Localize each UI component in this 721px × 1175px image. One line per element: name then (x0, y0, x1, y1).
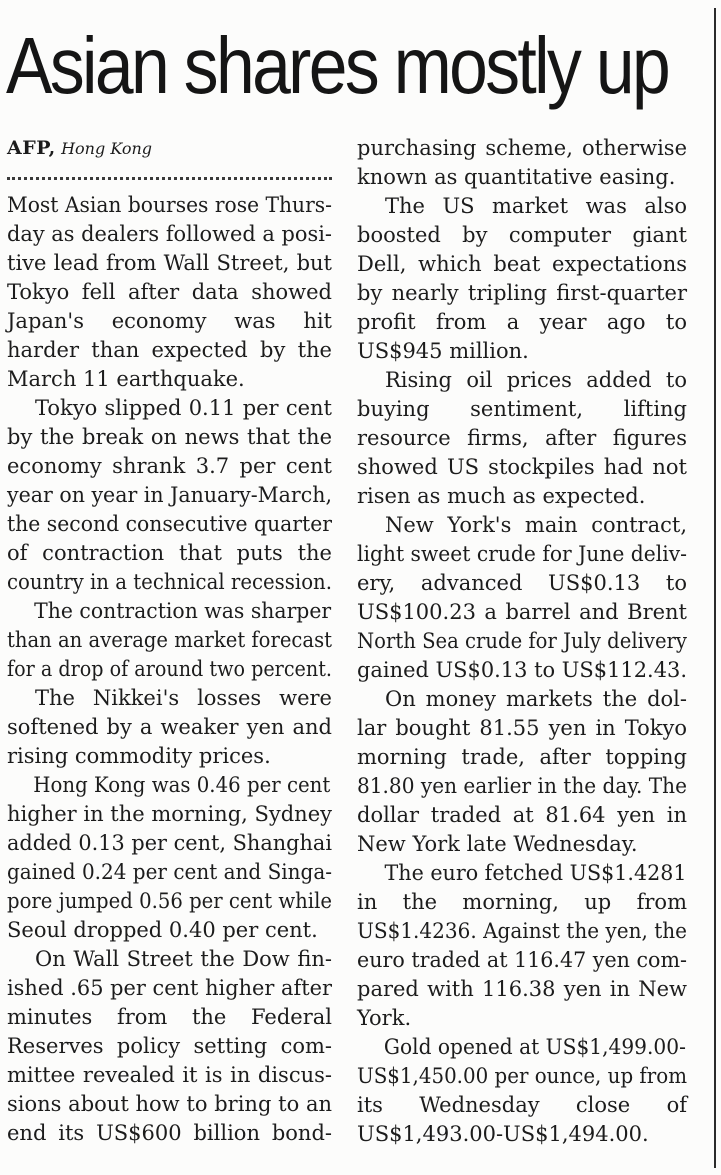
text-line: euro traded at 116.47 yen com- (357, 948, 687, 972)
text-line: added 0.13 per cent, Shanghai (7, 831, 332, 855)
right-column-text (357, 134, 687, 1149)
text-line: softened by a weaker yen and (7, 715, 332, 739)
text-line: risen as much as expected. (357, 484, 646, 508)
text-line: ished .65 per cent higher after (7, 976, 333, 1000)
text-line: of contraction that puts the (7, 541, 332, 565)
text-line: Dell, which beat expectations (357, 252, 687, 276)
text-line: lar bought 81.55 yen in Tokyo (357, 716, 687, 740)
text-line: in the morning, up from (357, 890, 687, 914)
text-line: purchasing scheme, otherwise (357, 136, 687, 160)
headline: Asian shares mostly up (6, 21, 669, 110)
byline (7, 134, 332, 163)
text-line: dollar traded at 81.64 yen in (357, 803, 687, 827)
article-column-left (7, 134, 332, 1148)
text-line: Rising oil prices added to (385, 368, 687, 392)
text-line: higher in the morning, Sydney (7, 802, 332, 826)
text-line: end its US$600 billion bond- (7, 1121, 332, 1145)
left-column-text (7, 191, 332, 1148)
text-line: On money markets the dol- (385, 687, 687, 711)
text-line: US$945 million. (357, 339, 529, 363)
text-line: On Wall Street the Dow fin- (35, 947, 332, 971)
text-line: rising commodity prices. (7, 744, 271, 768)
text-line: known as quantitative easing. (357, 165, 676, 189)
text-line: The US market was also (385, 194, 687, 218)
text-line: US$100.23 a barrel and Brent (357, 600, 687, 624)
text-line: gained US$0.13 to US$112.43. (357, 658, 688, 682)
text-line: profit from a year ago to (357, 310, 687, 334)
text-line: Tokyo slipped 0.11 per cent (35, 396, 332, 420)
text-line: US$1.4236. Against the yen, the (357, 919, 688, 943)
text-line: 81.80 yen earlier in the day. The (357, 774, 687, 798)
text-line: mittee revealed it is in discus- (7, 1063, 332, 1087)
text-line: March 11 earthquake. (7, 367, 245, 391)
text-line: economy shrank 3.7 per cent (7, 454, 332, 478)
text-line: tive lead from Wall Street, but (7, 251, 332, 275)
text-line: The contraction was sharper (34, 599, 332, 623)
text-line: pore jumped 0.56 per cent while (7, 889, 333, 913)
text-line: showed US stockpiles had not (357, 455, 687, 479)
text-line: The euro fetched US$1.4281 (384, 861, 687, 885)
text-line: by nearly tripling first-quarter (357, 281, 687, 305)
byline-location: Hong Kong (61, 139, 153, 158)
text-line: year on year in January-March, (7, 483, 332, 507)
text-line: Gold opened at US$1,499.00- (383, 1035, 686, 1059)
text-line: than an average market forecast (7, 628, 333, 652)
text-line: country in a technical recession. (7, 570, 333, 594)
text-line: resource firms, after figures (357, 426, 687, 450)
text-line: harder than expected by the (7, 338, 332, 362)
text-line: light sweet crude for June deliv- (357, 542, 688, 566)
text-line: Tokyo fell after data showed (7, 280, 332, 304)
text-line: pared with 116.38 yen in New (357, 977, 687, 1001)
text-line: morning trade, after topping (357, 745, 687, 769)
text-line: by the break on news that the (7, 425, 332, 449)
column-rule (714, 8, 716, 1168)
text-line: boosted by computer giant (357, 223, 687, 247)
byline-agency: AFP, (7, 137, 56, 159)
text-line: its Wednesday close of (357, 1093, 687, 1117)
text-line: The Nikkei's losses were (35, 686, 332, 710)
text-line: Most Asian bourses rose Thurs- (7, 193, 332, 217)
text-line: sions about how to bring to an (7, 1092, 332, 1116)
article-column-right (357, 134, 687, 1149)
text-line: minutes from the Federal (7, 1005, 332, 1029)
text-line: for a drop of around two percent. (7, 657, 332, 681)
text-line: buying sentiment, lifting (357, 397, 687, 421)
dotted-divider (7, 167, 332, 191)
text-line: day as dealers followed a posi- (7, 222, 332, 246)
text-line: ery, advanced US$0.13 to (357, 571, 687, 595)
text-line: New York's main contract, (385, 513, 687, 537)
text-line: US$1,450.00 per ounce, up from (357, 1064, 688, 1088)
text-line: North Sea crude for July delivery (357, 629, 688, 653)
text-line: gained 0.24 per cent and Singa- (7, 860, 332, 884)
text-line: Hong Kong was 0.46 per cent (33, 773, 331, 797)
text-line: Seoul dropped 0.40 per cent. (7, 918, 318, 942)
text-line: York. (357, 1006, 412, 1030)
text-line: New York late Wednesday. (357, 832, 638, 856)
text-line: Japan's economy was hit (7, 309, 332, 333)
text-line: Reserves policy setting com- (7, 1034, 332, 1058)
text-line: US$1,493.00-US$1,494.00. (357, 1122, 649, 1146)
text-line: the second consecutive quarter (7, 512, 333, 536)
